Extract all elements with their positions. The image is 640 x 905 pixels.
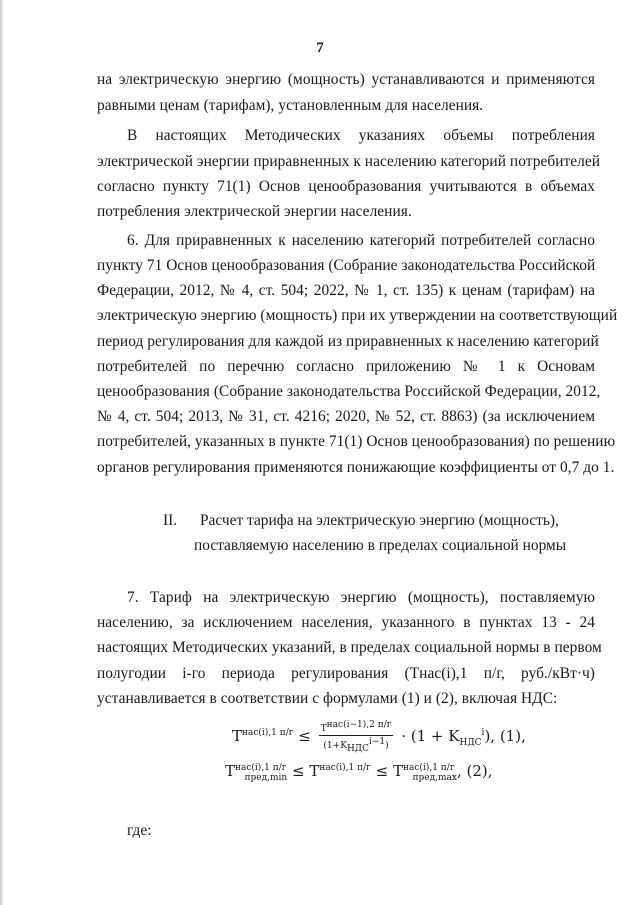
text-line: Федерации, 2012, № 4, ст. 504; 2022, № 1, ст. 135) к ценам (тарифам) на bbox=[97, 282, 595, 299]
formula-2 bbox=[225, 762, 493, 783]
text-line: электрическую энергию (мощность) при их утверждении на соответствующий bbox=[97, 307, 618, 324]
formula-1-factor-sub: НДС bbox=[459, 737, 482, 748]
formula-2-relation-2: ≤ bbox=[375, 762, 389, 780]
text-line: период регулирования для каждой из приравненных к населению категорий bbox=[97, 333, 599, 350]
formula-2-relation-1: ≤ bbox=[292, 762, 305, 780]
section-number: II. bbox=[163, 512, 178, 529]
formula-2-right-sup: нас(i),1 п/г bbox=[403, 763, 455, 773]
formula-2-right-sub: пред,max bbox=[412, 773, 457, 783]
formula-2-left-sup: нас(i),1 п/г bbox=[235, 763, 287, 773]
section-title-line2: поставляемую населению в пределах социальной нормы bbox=[194, 537, 567, 554]
formula-2-mid: T bbox=[309, 762, 320, 780]
formula-1-tail: ), (1), bbox=[484, 726, 526, 745]
formula-1-numerator: $T^{нас(i-1),2 п/г}$ bbox=[320, 720, 392, 734]
formula-2-right: T bbox=[393, 762, 404, 780]
formula-1-factor: · (1 + K bbox=[401, 726, 460, 745]
text-line: населению, за исключением населения, указанного в пунктах 13 - 24 bbox=[97, 614, 595, 631]
section-title-line1: Расчет тарифа на электрическую энергию (мощность), bbox=[200, 512, 559, 529]
formula-2-left: T bbox=[225, 762, 236, 780]
formula-2-mid-sup: нас(i),1 п/г bbox=[319, 763, 371, 773]
text-line: В настоящих Методических указаниях объемы потребления bbox=[127, 127, 595, 144]
text-line: равными ценам (тарифам), установленным для населения. bbox=[97, 97, 484, 114]
text-line: настоящих Методических указаний, в пределах социальной нормы в первом bbox=[97, 639, 602, 656]
text-line: 7. Тариф на электрическую энергию (мощность), поставляемую bbox=[127, 589, 595, 606]
formula-2-tail: , (2), bbox=[457, 762, 493, 780]
text-line: устанавливается в соответствии с формулами (1) и (2), включая НДС: bbox=[97, 690, 558, 707]
text-line: органов регулирования применяются понижающие коэффициенты от 0,7 до 1. bbox=[97, 459, 615, 476]
formula-1-factor-sup: i bbox=[481, 727, 485, 738]
formula-2-left-sub: пред,min bbox=[244, 773, 288, 783]
text-line: согласно пункту 71(1) Основ ценообразования учитываются в объемах bbox=[97, 178, 595, 195]
formula-1-fraction bbox=[319, 720, 394, 754]
text-line: пункту 71 Основ ценообразования (Собрание законодательства Российской bbox=[97, 257, 596, 274]
where-label: где: bbox=[127, 822, 152, 839]
formula-1-lhs-sup: нас(i),1 п/г bbox=[242, 727, 294, 738]
text-line: потребителей по перечню согласно приложению № 1 к Основам bbox=[97, 358, 595, 375]
text-line: потребления электрической энергии населения. bbox=[97, 203, 412, 220]
text-line: электрической энергии приравненных к населению категорий потребителей bbox=[97, 153, 601, 170]
text-line: ценообразования (Собрание законодательства Российской Федерации, 2012, bbox=[97, 383, 601, 400]
formula-1 bbox=[232, 720, 526, 754]
text-line: полугодии i-го периода регулирования (Tнас(i),1 п/г, руб./кВт·ч) bbox=[97, 665, 595, 682]
text-line: потребителей, указанных в пункте 71(1) Основ ценообразования) по решению bbox=[97, 433, 616, 450]
page-number: 7 bbox=[316, 40, 324, 56]
formula-1-denominator: $(1+K_{НДС}^{i-1})$ bbox=[323, 737, 389, 754]
text-line: на электрическую энергию (мощность) устанавливаются и применяются bbox=[97, 71, 595, 88]
text-line: 6. Для приравненных к населению категорий потребителей согласно bbox=[127, 232, 595, 249]
formula-1-relation: ≤ bbox=[298, 726, 311, 745]
formula-1-lhs: T bbox=[232, 726, 243, 745]
text-line: № 4, ст. 504; 2013, № 31, ст. 4216; 2020, № 52, ст. 8863) (за исключением bbox=[97, 408, 595, 425]
